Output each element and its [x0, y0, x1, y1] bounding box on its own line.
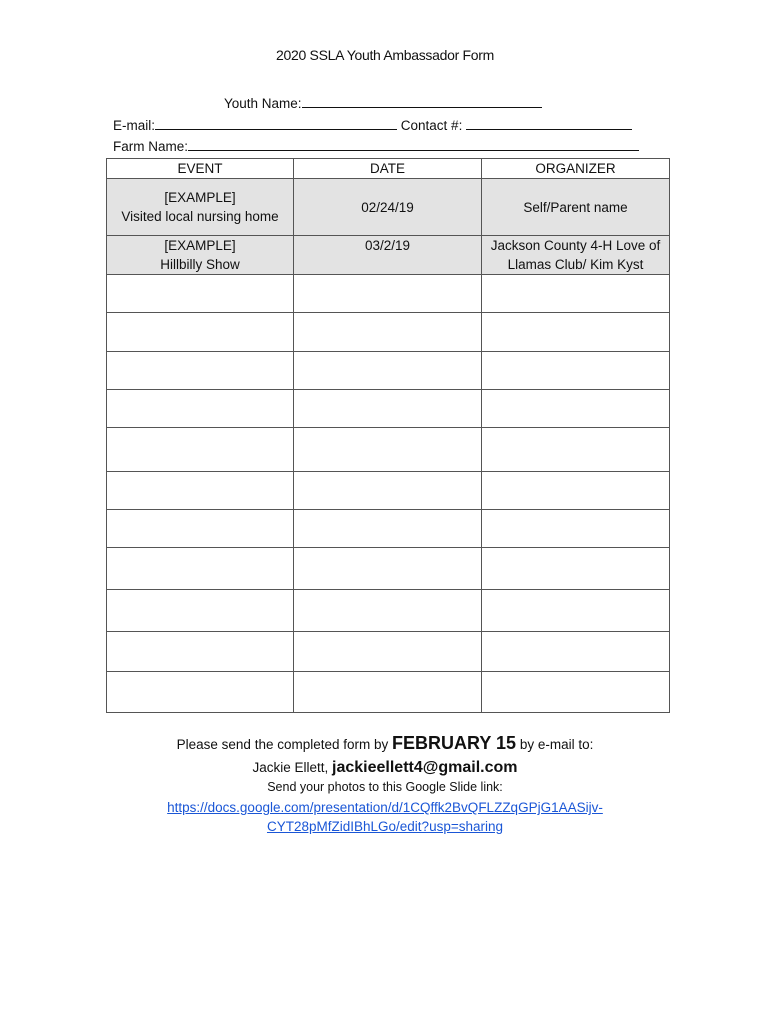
event-cell[interactable]: [107, 548, 294, 590]
date-cell[interactable]: [294, 590, 482, 632]
deadline-date: FEBRUARY 15: [392, 733, 517, 753]
event-cell[interactable]: [107, 472, 294, 510]
organizer-cell[interactable]: [482, 275, 670, 313]
header-organizer: ORGANIZER: [482, 159, 670, 179]
youth-name-field[interactable]: [302, 94, 542, 108]
date-cell[interactable]: [294, 672, 482, 713]
example-row-2: [107, 236, 670, 275]
table-row: [107, 472, 670, 510]
event-cell[interactable]: [107, 672, 294, 713]
organizer-cell[interactable]: [482, 472, 670, 510]
date-cell[interactable]: [294, 428, 482, 472]
table-row: [107, 632, 670, 672]
table-row: [107, 548, 670, 590]
example1-date: 02/24/19: [294, 179, 482, 236]
event-cell[interactable]: [107, 275, 294, 313]
deadline-instruction: [0, 733, 770, 754]
example2-organizer-line2: Llamas Club/ Kim Kyst: [507, 257, 644, 272]
organizer-cell[interactable]: [482, 313, 670, 352]
header-date: DATE: [294, 159, 482, 179]
table-row: [107, 275, 670, 313]
contact-instruction: [0, 759, 770, 777]
farm-name-field[interactable]: [188, 137, 639, 151]
event-cell[interactable]: [107, 390, 294, 428]
event-cell[interactable]: [107, 590, 294, 632]
header-event: EVENT: [107, 159, 294, 179]
date-cell[interactable]: [294, 472, 482, 510]
contact-email[interactable]: jackieellett4@gmail.com: [332, 759, 518, 776]
date-cell[interactable]: [294, 275, 482, 313]
organizer-cell[interactable]: [482, 672, 670, 713]
organizer-cell[interactable]: [482, 390, 670, 428]
events-table: [106, 158, 670, 713]
email-label: E-mail:: [113, 118, 156, 133]
date-cell[interactable]: [294, 390, 482, 428]
event-cell[interactable]: [107, 632, 294, 672]
deadline-text-pre: Please send the completed form by: [176, 737, 389, 752]
table-row: [107, 313, 670, 352]
example2-event-text: Hillbilly Show: [160, 257, 240, 272]
example2-date: 03/2/19: [294, 236, 482, 275]
date-cell[interactable]: [294, 352, 482, 390]
example1-organizer: Self/Parent name: [482, 179, 670, 236]
table-header-row: [107, 159, 670, 179]
farm-name-label: Farm Name:: [113, 139, 189, 154]
deadline-text-post: by e-mail to:: [519, 737, 594, 752]
table-row: [107, 590, 670, 632]
youth-name-label: Youth Name:: [224, 96, 302, 111]
example2-organizer: [482, 236, 670, 275]
date-cell[interactable]: [294, 313, 482, 352]
email-field[interactable]: [155, 116, 397, 130]
date-cell[interactable]: [294, 548, 482, 590]
table-row: [107, 510, 670, 548]
organizer-cell[interactable]: [482, 510, 670, 548]
example2-event: [107, 236, 294, 275]
organizer-cell[interactable]: [482, 548, 670, 590]
example1-event-text: Visited local nursing home: [121, 209, 279, 224]
contact-label: Contact #:: [400, 118, 463, 133]
example1-event: [107, 179, 294, 236]
organizer-cell[interactable]: [482, 590, 670, 632]
contact-name: Jackie Ellett,: [252, 760, 329, 775]
example2-organizer-line1: Jackson County 4-H Love of: [490, 238, 661, 253]
date-cell[interactable]: [294, 510, 482, 548]
example-row-1: [107, 179, 670, 236]
youth-name-row: [224, 94, 542, 111]
event-cell[interactable]: [107, 428, 294, 472]
event-cell[interactable]: [107, 352, 294, 390]
example2-tag: [EXAMPLE]: [164, 238, 236, 253]
form-title: 2020 SSLA Youth Ambassador Form: [276, 47, 494, 63]
organizer-cell[interactable]: [482, 352, 670, 390]
link-line-2[interactable]: CYT28pMfZidIBhLGo/edit?usp=sharing: [266, 819, 503, 834]
table-row: [107, 352, 670, 390]
organizer-cell[interactable]: [482, 428, 670, 472]
table-row: [107, 390, 670, 428]
event-cell[interactable]: [107, 510, 294, 548]
table-row: [107, 672, 670, 713]
contact-field[interactable]: [466, 116, 632, 130]
example1-tag: [EXAMPLE]: [164, 190, 236, 205]
photos-instruction: Send your photos to this Google Slide link:: [267, 780, 503, 794]
date-cell[interactable]: [294, 632, 482, 672]
link-line-1[interactable]: https://docs.google.com/presentation/d/1CQffk2BvQFLZZqGPjG1AASijv-: [167, 800, 603, 815]
organizer-cell[interactable]: [482, 632, 670, 672]
email-contact-row: [113, 116, 632, 133]
farm-name-row: [113, 137, 639, 154]
google-slide-link[interactable]: [0, 798, 770, 836]
event-cell[interactable]: [107, 313, 294, 352]
table-row: [107, 428, 670, 472]
